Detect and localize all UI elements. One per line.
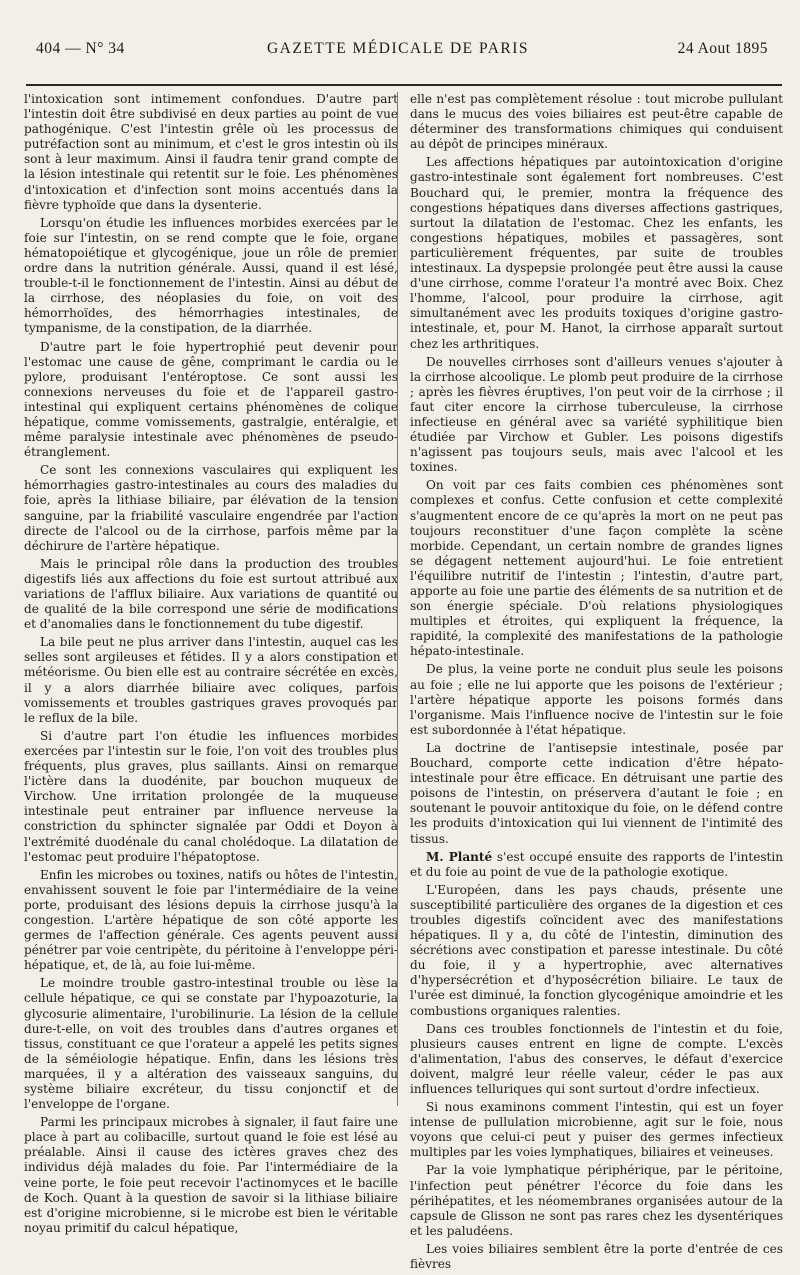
paragraph: Lorsqu'on étudie les influences morbides exercées par le foie sur l'intestin, on se rend compte que le foie, organe hématopoiétique et glycogénique, joue un rôle de premier ordre dans la nutrition générale. Aussi, quand il est lésé, trouble-t-il le fonctionnement de l'intestin. Ainsi au début de la cirrhose, des néoplasies du foie, on voit des hémorrhoïdes, des hémorrhagies intestinales, de tympanisme, de la constipation, de la diarrhée. [24,215,398,336]
running-header [28,40,768,62]
paragraph: La doctrine de l'antisepsie intestinale, posée par Bouchard, comporte cette indication d'être hépato-intestinale pour être efficace. En détruisant une partie des poisons de l'intestin, on préservera d'autant le foie ; en soutenant le pouvoir antitoxique du foie, on le défend contre les produits d'intoxication qui lui viennent de l'intimité des tissus. [410,740,783,846]
paragraph: La bile peut ne plus arriver dans l'intestin, auquel cas les selles sont argileuses et fétides. Il y a alors constipation et météorisme. Ou bien elle est au contraire sécrétée en excès, il y a alors diarrhée biliaire avec coliques, parfois vomissements et troubles gastriques graves provoqués par le reflux de la bile. [24,635,398,725]
paragraph-text: s'est occupé ensuite des rapports de l'intestin et du foie au point de vue de la pathologie exotique. [410,849,783,879]
column-divider [397,92,398,1106]
paragraph: De plus, la veine porte ne conduit plus seule les poisons au foie ; elle ne lui apporte que les poisons de l'extérieur ; l'artère hépatique apporte les poisons formés dans l'organisme. Mais l'influence nocive de l'intestin sur le foie est subordonnée à l'état hépatique. [410,662,783,737]
paragraph: Parmi les principaux microbes à signaler, il faut faire une place à part au colibacille, surtout quand le foie est lésé au préalable. Ainsi il cause des ictères graves chez des individus déjà malades du foie. Par l'intermédiaire de la veine porte, le foie peut recevoir l'actinomyces et le bacille de Koch. Quant à la question de savoir si la lithiase biliaire est d'origine microbienne, si le microbe est bien le véritable noyau primitif du calcul hépatique, [24,1115,398,1235]
paragraph: elle n'est pas complètement résolue : tout microbe pullulant dans le mucus des voies biliaires est peut-être capable de déterminer des transformations chimiques qui conduisent au dépôt de principes minéraux. [410,92,783,152]
paragraph: Si nous examinons comment l'intestin, qui est un foyer intense de pullulation microbienne, agit sur le foie, nous voyons que celui-ci peut y puiser des germes infectieux multiples par les voies lymphatiques, biliaires et veineuses. [410,1100,783,1160]
issue-date: 24 Aout 1895 [677,40,768,57]
paragraph: Le moindre trouble gastro-intestinal trouble ou lèse la cellule hépatique, ce qui se constate par l'hypoazoturie, la glycosurie alimentaire, l'urobilinurie. La lésion de la cellule dure-t-elle, on voit des troubles dans d'autres organes et tissus, constituant ce que l'orateur a appelé les petits signes de la séméiologie hépatique. Enfin, dans les lésions très marquées, il y a altération des vaisseaux sanguins, du système biliaire excréteur, du tissu conjonctif et de l'enveloppe de l'organe. [24,976,398,1112]
paragraph: Par la voie lymphatique périphérique, par le péritoine, l'infection peut pénétrer l'écorce du foie dans les périhépatites, et les néomembranes organisées autour de la capsule de Glisson ne sont pas rares chez les dysentériques et les paludéens. [410,1163,783,1238]
paragraph: l'intoxication sont intimement confondues. D'autre part l'intestin doit être subdivisé en deux parties au point de vue pathogénique. C'est l'intestin grêle où les processus de putréfaction sont au minimum, et c'est le gros intestin où ils sont à leur maximum. Ainsi il faudra tenir grand compte de la lésion intestinale qui retentit sur le foie. Les phénomènes d'intoxication et d'infection sont moins accentués dans la fièvre typhoïde que dans la dysenterie. [24,92,398,212]
paragraph: L'Européen, dans les pays chauds, présente une susceptibilité particulière des organes de la digestion et ces troubles digestifs coïncident avec des manifestations hépatiques. Il y a, du côté de l'intestin, diminution des sécrétions avec constipation et paresse intestinale. Du côté du foie, il y a hypertrophie, avec alternatives d'hypersécrétion et d'hyposécrétion biliaire. Le taux de l'urée est diminué, la fonction glycogénique amoindrie et les combustions organiques ralenties. [410,882,783,1018]
paragraph: De nouvelles cirrhoses sont d'ailleurs venues s'ajouter à la cirrhose alcoolique. Le plomb peut produire de la cirrhose ; après les fièvres éruptives, l'on peut voir de la cirrhose ; il faut citer encore la cirrhose tuberculeuse, la cirrhose infectieuse en général avec sa variété syphilitique bien étudiée par Virchow et Gubler. Les poisons digestifs n'agissent pas toujours seuls, mais avec l'alcool et les toxines. [410,354,783,475]
paragraph: Enfin les microbes ou toxines, natifs ou hôtes de l'intestin, envahissent souvent le foie par l'intermédiaire de la veine porte, produisant des lésions depuis la cirrhose jusqu'à la congestion. L'artère hépatique de son côté apporte les germes de l'affection générale. Ces agents peuvent aussi pénétrer par voie centripète, du péritoine à l'enveloppe péri-hépatique, et, de là, au foie lui-même. [24,867,398,973]
paragraph: On voit par ces faits combien ces phénomènes sont complexes et confus. Cette confusion et cette complexité s'augmentent encore de ce qu'après la mort on ne peut pas toujours reconstituer d'une façon complète la scène morbide. Cependant, un certain nombre de grandes lignes se dégagent nettement aujourd'hui. Le foie entretient l'équilibre nutritif de l'intestin ; l'intestin, d'autre part, apporte au foie une partie des éléments de sa nutrition et de son énergie spéciale. D'où relations physiologiques multiples et étroites, qui expliquent la fréquence, la rapidité, la complexité des manifestations de la pathologie hépato-intestinale. [410,478,783,659]
journal-title: GAZETTE MÉDICALE DE PARIS [266,40,530,57]
paragraph: Dans ces troubles fonctionnels de l'intestin et du foie, plusieurs causes entrent en ligne de compte. L'excès d'alimentation, l'abus des conserves, le défaut d'exercice doivent, malgré leur réelle valeur, céder le pas aux influences telluriques qui sont surtout d'ordre infectieux. [410,1021,783,1096]
paragraph: Les voies biliaires semblent être la porte d'entrée de ces fièvres [410,1241,783,1272]
speaker-name: M. Planté [426,849,493,864]
left-column [24,92,398,1239]
paragraph: D'autre part le foie hypertrophié peut devenir pour l'estomac une cause de gêne, comprimant le cardia ou le pylore, produisant l'entéroptose. Ce sont aussi les connexions nerveuses du foie et de l'appareil gastro-intestinal qui expliquent certains phénomènes de colique hépatique, comme vomissements, gastralgie, entéralgie, et même paralysie intestinale avec phénomènes de pseudo-étranglement. [24,339,398,460]
paragraph-speaker [410,850,783,880]
paragraph: Mais le principal rôle dans la production des troubles digestifs liés aux affections du foie est surtout attribué aux variations de l'afflux biliaire. Aux variations de quantité ou de qualité de la bile correspond une série de modifications et d'anomalies dans le fonctionnement du tube digestif. [24,556,398,632]
right-column [410,92,783,1275]
paragraph: Ce sont les connexions vasculaires qui expliquent les hémorrhagies gastro-intestinales au cours des maladies du foie, après la lithiase biliaire, par élévation de la tension sanguine, par la friabilité vasculaire engendrée par l'action directe de l'alcool ou de la cirrhose, parfois même par la déchirure de l'artère hépatique. [24,463,398,553]
page-number: 404 — N° 34 [36,40,125,57]
paragraph: Les affections hépatiques par autointoxication d'origine gastro-intestinale sont également fort nombreuses. C'est Bouchard qui, le premier, montra la fréquence des congestions hépatiques dans diverses affections gastriques, surtout la dilatation de l'estomac. Chez les enfants, les congestions hépatiques, mobiles et passagères, sont particulièrement fréquentes, par suite de troubles intestinaux. La dyspepsie prolongée peut être aussi la cause d'une cirrhose, comme l'orateur l'a montré avec Boix. Chez l'homme, l'alcool, pour produire la cirrhose, agit simultanément avec les produits toxiques d'origine gastro-intestinale, et, pour M. Hanot, la cirrhose apparaît surtout chez les arthritiques. [410,155,783,351]
header-rule [26,84,782,86]
paragraph: Si d'autre part l'on étudie les influences morbides exercées par l'intestin sur le foie, l'on voit des troubles plus fréquents, plus graves, plus saillants. Ainsi on remarque l'ictère dans la duodénite, par bouchon muqueux de Virchow. Une irritation prolongée de la muqueuse intestinale peut entrainer par influence nerveuse la constriction du sphincter signalée par Oddi et Doyon à l'extrémité duodénale du canal cholédoque. La dilatation de l'estomac peut produire l'hépatoptose. [24,728,398,864]
